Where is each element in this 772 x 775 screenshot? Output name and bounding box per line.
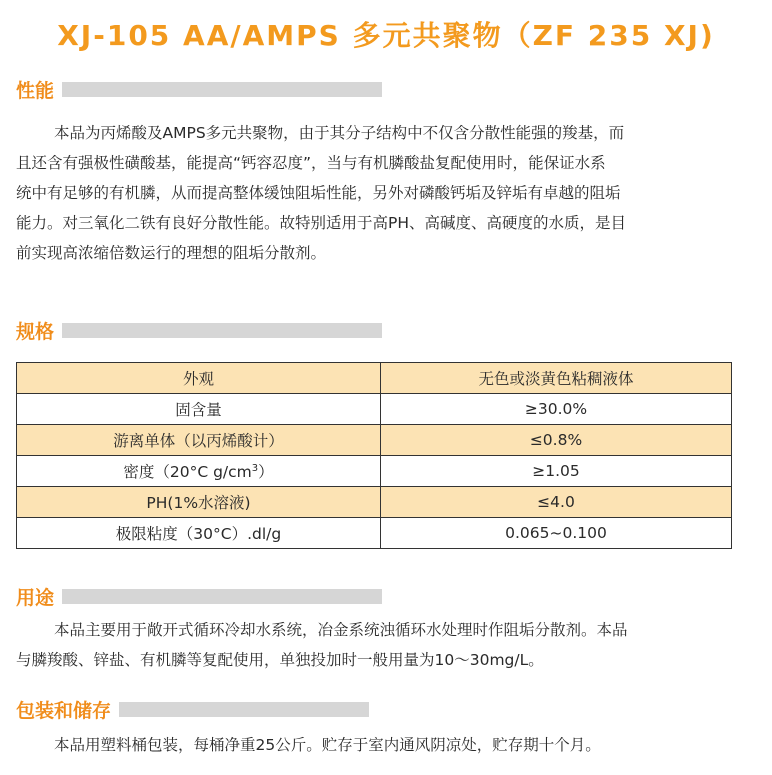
section-header-packaging xyxy=(16,696,369,723)
spec-item-text: 密度（20°C g/cm xyxy=(123,463,252,481)
spec-value: 无色或淡黄色粘稠液体 xyxy=(381,363,732,394)
spec-value: ≤0.8% xyxy=(381,425,732,456)
section-heading-packaging: 包装和储存 xyxy=(16,700,112,722)
table-row xyxy=(17,425,732,456)
paragraph-line: 本品用塑料桶包装，每桶净重25公斤。贮存于室内通风阴凉处，贮存期十个月。 xyxy=(54,736,601,754)
paragraph-line: 前实现高浓缩倍数运行的理想的阻垢分散剂。 xyxy=(16,244,327,262)
document-title: XJ-105 AA/AMPS 多元共聚物（ZF 235 XJ) xyxy=(57,19,715,52)
section-header-performance xyxy=(16,76,382,103)
section-divider-bar xyxy=(62,82,382,97)
spec-item: 极限粘度（30°C）.dl/g xyxy=(17,518,381,549)
spec-item: 外观 xyxy=(17,363,381,394)
section-header-specs xyxy=(16,317,382,344)
section-heading-performance: 性能 xyxy=(16,80,55,102)
section-divider-bar xyxy=(119,702,369,717)
packaging-paragraph xyxy=(16,730,740,760)
spec-value: ≥1.05 xyxy=(381,456,732,487)
usage-paragraph xyxy=(16,615,740,675)
paragraph-line: 本品为丙烯酸及AMPS多元共聚物，由于其分子结构中不仅含分散性能强的羧基，而 xyxy=(54,124,625,142)
table-row xyxy=(17,518,732,549)
section-divider-bar xyxy=(62,589,382,604)
spec-value: 0.065~0.100 xyxy=(381,518,732,549)
paragraph-line: 统中有足够的有机膦，从而提高整体缓蚀阻垢性能，另外对磷酸钙垢及锌垢有卓越的阻垢 xyxy=(16,184,621,202)
table-row xyxy=(17,363,732,394)
section-divider-bar xyxy=(62,323,382,338)
table-row xyxy=(17,456,732,487)
section-heading-usage: 用途 xyxy=(16,587,55,609)
section-heading-specs: 规格 xyxy=(16,321,55,343)
spec-item: 游离单体（以丙烯酸计） xyxy=(17,425,381,456)
paragraph-line: 能力。对三氧化二铁有良好分散性能。故特别适用于高PH、高碱度、高硬度的水质，是目 xyxy=(16,214,627,232)
spec-item xyxy=(17,456,381,487)
spec-value: ≤4.0 xyxy=(381,487,732,518)
paragraph-line: 与膦羧酸、锌盐、有机膦等复配使用，单独投加时一般用量为10～30mg/L。 xyxy=(16,651,544,669)
spec-item: 固含量 xyxy=(17,394,381,425)
spec-table xyxy=(16,362,732,549)
paragraph-line: 且还含有强极性磺酸基，能提高“钙容忍度”，当与有机膦酸盐复配使用时，能保证水系 xyxy=(16,154,606,172)
spec-value: ≥30.0% xyxy=(381,394,732,425)
section-header-usage xyxy=(16,583,382,610)
table-row xyxy=(17,487,732,518)
performance-paragraph xyxy=(16,118,740,268)
spec-item: PH(1%水溶液) xyxy=(17,487,381,518)
superscript: 3 xyxy=(251,462,259,474)
spec-item-text: ） xyxy=(258,463,274,481)
table-row xyxy=(17,394,732,425)
paragraph-line: 本品主要用于敞开式循环冷却水系统，冶金系统浊循环水处理时作阻垢分散剂。本品 xyxy=(54,621,628,639)
